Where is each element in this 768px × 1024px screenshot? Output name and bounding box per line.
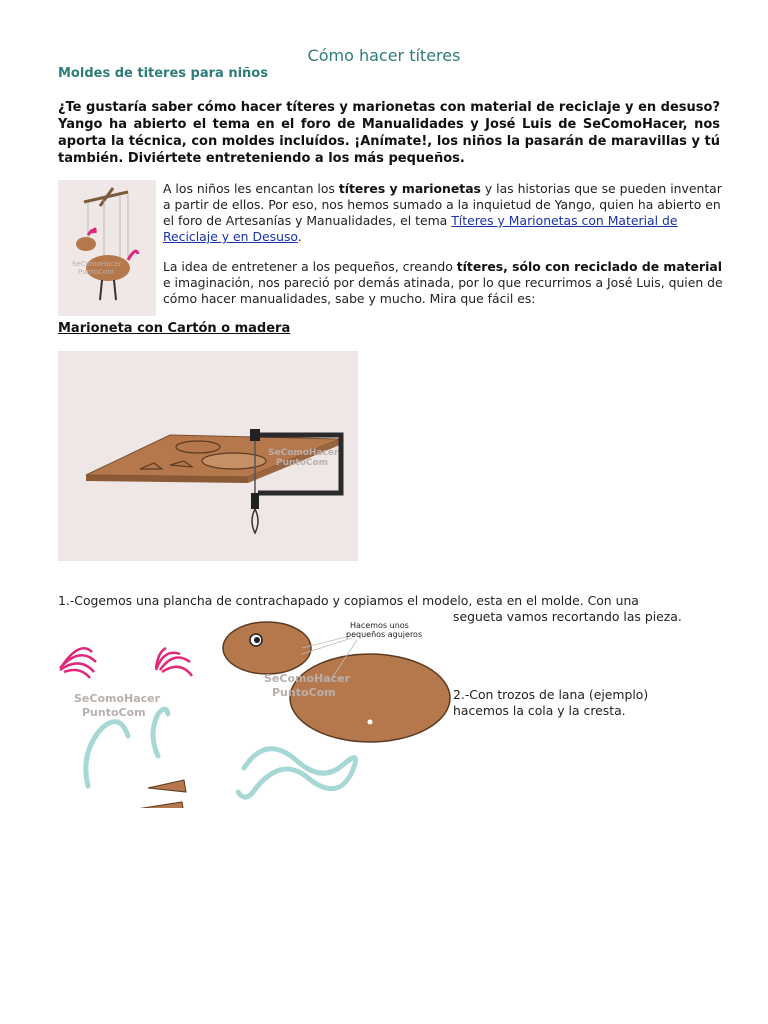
parts-callout-2: pequeños agujeros <box>346 630 423 639</box>
subtitle: Moldes de titeres para niños <box>58 66 268 81</box>
intro-paragraph: ¿Te gustaría saber cómo hacer títeres y marionetas con material de reciclaje y en desuso? Yango ha abierto el tema en el foro de Manualidades y José Luis de SeComoHacer, nos aporta la técnica, con moldes incluídos. ¡Anímate!, los niños la pasarán de maravillas y tú también. Diviértete entreteniendo a los más pequeños. <box>58 100 720 166</box>
tail-feathers <box>60 648 96 678</box>
paragraph-2: La idea de entretener a los pequeños, creando títeres, sólo con reciclado de material e imaginación, nos pareció por demás atinada, por lo que recurrimos a José Luis, quien de cómo hacer manualidades, sabe y mucho. Mira que fácil es: <box>163 259 723 306</box>
thumb-watermark: SeComoHacer <box>72 260 122 268</box>
parts-watermark-2: PuntoCom <box>82 706 146 719</box>
step-1-text: 1.-Cogemos una plancha de contrachapado y copiamos el modelo, esta en el molde. Con una <box>58 593 639 608</box>
paragraph-1: A los niños les encantan los títeres y marionetas y las historias que se pueden inventar a partir de ellos. Por eso, nos hemos sumado a la inquietud de Yango, quien ha abierto en el foro de Artesanías y Manualidades, el tema Títeres y Marionetas con Material de Reciclaje y en Desuso. <box>163 181 722 244</box>
parts-watermark-center-2: PuntoCom <box>272 686 336 699</box>
forum-topic-link[interactable]: Títeres y Marionetas con Material de Reciclaje y en Desuso <box>163 213 678 244</box>
saw-photo <box>58 351 358 561</box>
step-2-text-continued: hacemos la cola y la cresta. <box>453 703 626 718</box>
step-2-text: 2.-Con trozos de lana (ejemplo) <box>453 687 649 702</box>
step-1-text-continued: segueta vamos recortando las pieza. <box>453 609 682 624</box>
thumb-watermark-2: PuntoCom <box>78 268 114 276</box>
parts-callout: Hacemos unos <box>350 621 409 630</box>
puppet-thumbnail <box>58 180 156 316</box>
crest-feathers <box>156 648 192 676</box>
parts-watermark: SeComoHacer <box>74 692 161 705</box>
saw-watermark: SeComoHacer <box>268 448 339 458</box>
section-heading: Marioneta con Cartón o madera <box>58 321 291 336</box>
puppet-parts-diagram <box>52 618 452 808</box>
page-title: Cómo hacer títeres <box>307 46 461 65</box>
parts-watermark-center: SeComoHacer <box>264 672 351 685</box>
saw-watermark-2: PuntoCom <box>276 458 329 468</box>
